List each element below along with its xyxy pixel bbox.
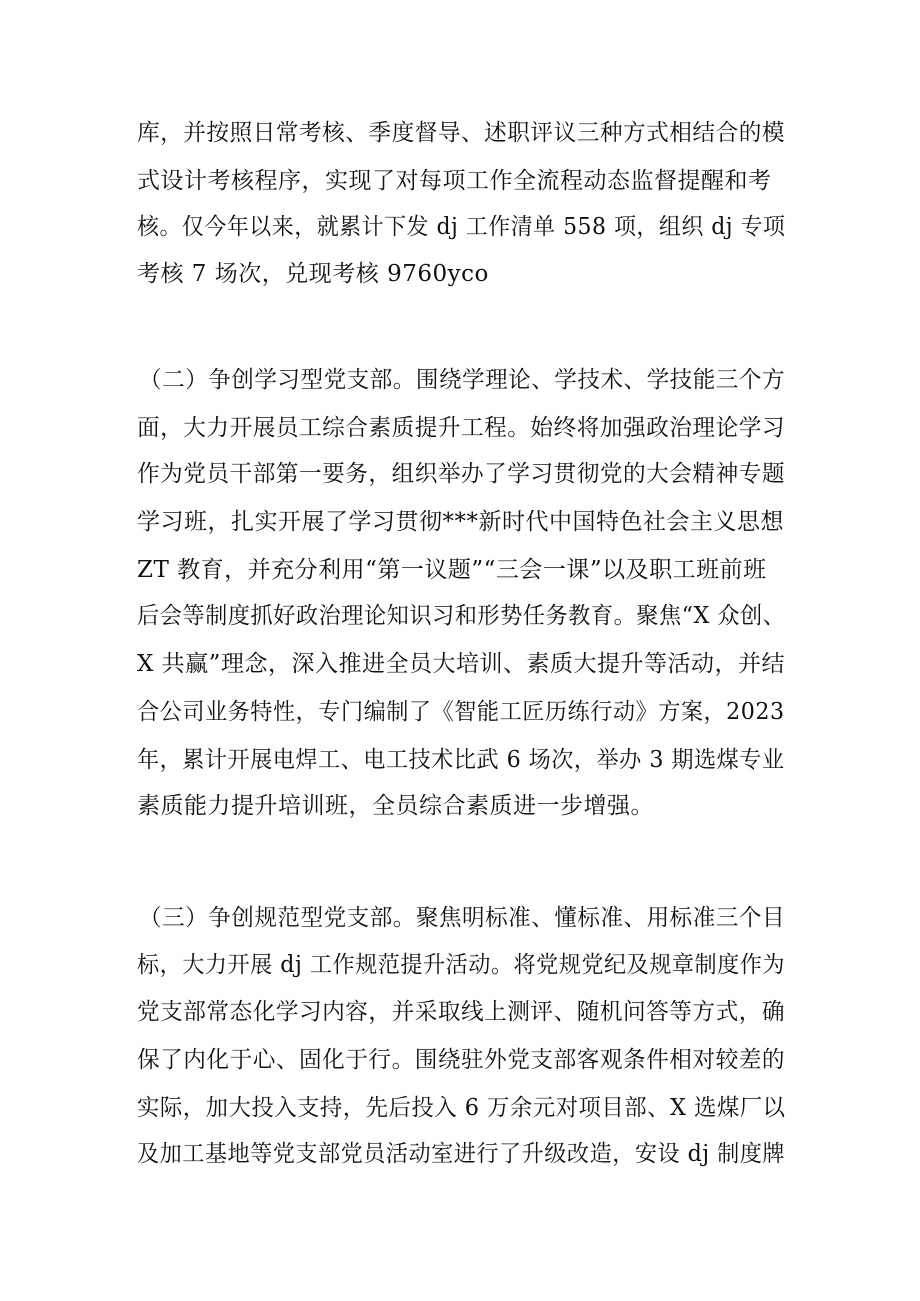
paragraph-3-line-4: 保了内化于心、固化于行。围绕驻外党支部客观条件相对较差的 [137,1047,785,1073]
paragraph-1-line-3: 核。仅今年以来，就累计下发 dj 工作清单 558 项，组织 dj 专项 [137,214,786,240]
paragraph-2-line-5: ZT 教育，并充分利用“第一议题”“三会一课”以及职工班前班 [137,557,767,583]
paragraph-2-line-4: 学习班，扎实开展了学习贯彻***新时代中国特色社会主义思想 [137,509,784,535]
paragraph-3-line-5: 实际，加大投入支持，先后投入 6 万余元对项目部、X 选煤厂以 [137,1095,786,1121]
paragraph-2-line-6: 后会等制度抓好政治理论知识习和形势任务教育。聚焦“X 众创、 [137,603,786,629]
paragraph-3-line-3: 党支部常态化学习内容，并采取线上测评、随机问答等方式，确 [137,999,785,1025]
paragraph-3-line-6: 及加工基地等党支部党员活动室进行了升级改造，安设 dj 制度牌 [137,1141,786,1167]
paragraph-1-line-4: 考核 7 场次，兑现考核 9760yco [137,261,489,287]
paragraph-1-line-1: 库，并按照日常考核、季度督导、述职评议三种方式相结合的模 [137,120,785,146]
paragraph-1-line-2: 式设计考核程序，实现了对每项工作全流程动态监督提醒和考 [137,168,772,194]
paragraph-2-line-3: 作为党员干部第一要务，组织举办了学习贯彻党的大会精神专题 [137,461,785,487]
paragraph-2-line-1: （二）争创学习型党支部。围绕学理论、学技术、学技能三个方 [139,367,786,393]
paragraph-2-line-9: 年，累计开展电焊工、电工技术比武 6 场次，举办 3 期选煤专业 [137,747,785,773]
paragraph-2-line-8: 合公司业务特性，专门编制了《智能工匠历练行动》方案，2023 [137,699,785,725]
paragraph-2-line-7: X 共赢”理念，深入推进全员大培训、素质大提升等活动，并结 [137,651,785,677]
paragraph-3-line-1: （三）争创规范型党支部。聚焦明标准、懂标准、用标准三个目 [139,905,786,931]
paragraph-2-line-10: 素质能力提升培训班，全员综合素质进一步增强。 [137,793,654,819]
paragraph-2-line-2: 面，大力开展员工综合素质提升工程。始终将加强政治理论学习 [137,415,785,441]
paragraph-3-line-2: 标，大力开展 dj 工作规范提升活动。将党规党纪及规章制度作为 [137,952,786,978]
